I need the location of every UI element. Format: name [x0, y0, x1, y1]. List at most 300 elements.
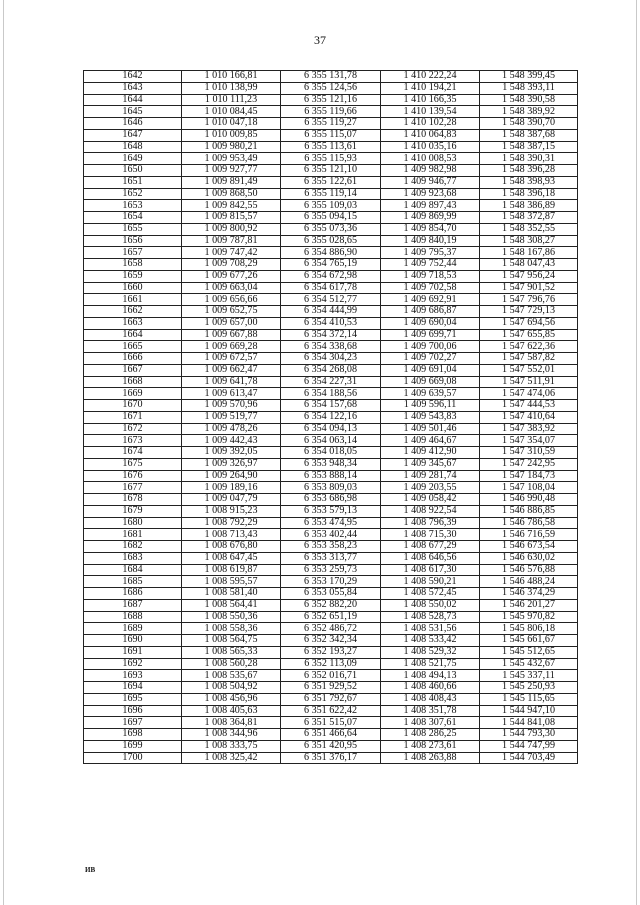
point-number-cell: 1666: [84, 353, 182, 365]
x1-cell: 1 008 558,36: [182, 623, 281, 635]
x2-cell: 1 409 686,87: [381, 306, 480, 318]
point-number-cell: 1680: [84, 517, 182, 529]
y1-cell: 6 354 372,14: [281, 329, 381, 341]
x2-cell: 1 409 669,08: [381, 376, 480, 388]
y1-cell: 6 355 131,78: [281, 71, 381, 83]
x2-cell: 1 410 102,28: [381, 118, 480, 130]
point-number-cell: 1694: [84, 682, 182, 694]
point-number-cell: 1653: [84, 200, 182, 212]
y2-cell: 1 544 793,30: [480, 729, 578, 741]
table-row: [84, 317, 578, 329]
table-row: [84, 482, 578, 494]
y2-cell: 1 545 806,18: [480, 623, 578, 635]
point-number-cell: 1663: [84, 317, 182, 329]
x2-cell: 1 408 677,29: [381, 541, 480, 553]
y2-cell: 1 548 386,89: [480, 200, 578, 212]
y1-cell: 6 352 193,27: [281, 646, 381, 658]
x1-cell: 1 009 442,43: [182, 435, 281, 447]
x2-cell: 1 410 008,53: [381, 153, 480, 165]
y1-cell: 6 351 376,17: [281, 752, 381, 764]
y1-cell: 6 354 094,13: [281, 423, 381, 435]
y1-cell: 6 355 119,14: [281, 188, 381, 200]
y1-cell: 6 353 259,73: [281, 564, 381, 576]
point-number-cell: 1700: [84, 752, 182, 764]
x1-cell: 1 008 676,80: [182, 541, 281, 553]
table-row: [84, 212, 578, 224]
x2-cell: 1 409 854,70: [381, 223, 480, 235]
point-number-cell: 1674: [84, 447, 182, 459]
y2-cell: 1 547 587,82: [480, 353, 578, 365]
y1-cell: 6 352 342,34: [281, 635, 381, 647]
table-row: [84, 188, 578, 200]
x2-cell: 1 409 897,43: [381, 200, 480, 212]
x2-cell: 1 409 543,83: [381, 411, 480, 423]
y2-cell: 1 545 250,93: [480, 682, 578, 694]
y2-cell: 1 548 372,87: [480, 212, 578, 224]
y2-cell: 1 547 552,01: [480, 364, 578, 376]
y1-cell: 6 354 188,56: [281, 388, 381, 400]
x2-cell: 1 408 617,30: [381, 564, 480, 576]
x1-cell: 1 009 953,49: [182, 153, 281, 165]
footer-mark: ИВ: [85, 866, 96, 874]
x1-cell: 1 009 868,50: [182, 188, 281, 200]
x2-cell: 1 408 533,42: [381, 635, 480, 647]
y2-cell: 1 548 390,70: [480, 118, 578, 130]
y2-cell: 1 547 383,92: [480, 423, 578, 435]
x2-cell: 1 410 064,83: [381, 129, 480, 141]
x2-cell: 1 409 596,11: [381, 400, 480, 412]
left-scan-edge: [3, 0, 4, 905]
table-row: [84, 658, 578, 670]
x1-cell: 1 009 669,28: [182, 341, 281, 353]
point-number-cell: 1684: [84, 564, 182, 576]
y2-cell: 1 546 630,02: [480, 552, 578, 564]
y2-cell: 1 548 387,15: [480, 141, 578, 153]
x1-cell: 1 009 800,92: [182, 223, 281, 235]
x2-cell: 1 408 796,39: [381, 517, 480, 529]
x1-cell: 1 008 915,23: [182, 505, 281, 517]
y2-cell: 1 547 622,36: [480, 341, 578, 353]
x1-cell: 1 009 842,55: [182, 200, 281, 212]
y1-cell: 6 354 157,68: [281, 400, 381, 412]
point-number-cell: 1655: [84, 223, 182, 235]
y2-cell: 1 548 390,31: [480, 153, 578, 165]
y1-cell: 6 353 888,14: [281, 470, 381, 482]
point-number-cell: 1656: [84, 235, 182, 247]
y1-cell: 6 351 792,67: [281, 693, 381, 705]
x2-cell: 1 410 035,16: [381, 141, 480, 153]
x1-cell: 1 009 747,42: [182, 247, 281, 259]
x1-cell: 1 008 504,92: [182, 682, 281, 694]
table-row: [84, 635, 578, 647]
point-number-cell: 1669: [84, 388, 182, 400]
x2-cell: 1 409 840,19: [381, 235, 480, 247]
table-row: [84, 552, 578, 564]
y2-cell: 1 548 389,92: [480, 106, 578, 118]
y1-cell: 6 355 121,10: [281, 165, 381, 177]
y2-cell: 1 548 398,93: [480, 176, 578, 188]
coordinates-table: [83, 70, 578, 764]
y2-cell: 1 546 488,24: [480, 576, 578, 588]
x2-cell: 1 409 752,44: [381, 259, 480, 271]
x1-cell: 1 010 009,85: [182, 129, 281, 141]
table-row: [84, 200, 578, 212]
point-number-cell: 1657: [84, 247, 182, 259]
y1-cell: 6 351 515,07: [281, 717, 381, 729]
table-row: [84, 106, 578, 118]
table-row: [84, 165, 578, 177]
y1-cell: 6 353 358,23: [281, 541, 381, 553]
table-row: [84, 529, 578, 541]
y2-cell: 1 544 841,08: [480, 717, 578, 729]
table-row: [84, 235, 578, 247]
x1-cell: 1 009 677,26: [182, 270, 281, 282]
x1-cell: 1 010 166,81: [182, 71, 281, 83]
y1-cell: 6 355 122,61: [281, 176, 381, 188]
y2-cell: 1 546 990,48: [480, 494, 578, 506]
point-number-cell: 1665: [84, 341, 182, 353]
x2-cell: 1 409 639,57: [381, 388, 480, 400]
point-number-cell: 1689: [84, 623, 182, 635]
y2-cell: 1 548 047,43: [480, 259, 578, 271]
point-number-cell: 1690: [84, 635, 182, 647]
y2-cell: 1 544 947,10: [480, 705, 578, 717]
y1-cell: 6 354 063,14: [281, 435, 381, 447]
table-row: [84, 329, 578, 341]
point-number-cell: 1693: [84, 670, 182, 682]
table-row: [84, 505, 578, 517]
x1-cell: 1 009 815,57: [182, 212, 281, 224]
x1-cell: 1 008 564,75: [182, 635, 281, 647]
point-number-cell: 1650: [84, 165, 182, 177]
table-row: [84, 646, 578, 658]
y2-cell: 1 545 115,65: [480, 693, 578, 705]
x2-cell: 1 408 273,61: [381, 740, 480, 752]
y1-cell: 6 354 617,78: [281, 282, 381, 294]
x2-cell: 1 409 702,27: [381, 353, 480, 365]
x2-cell: 1 409 501,46: [381, 423, 480, 435]
x1-cell: 1 009 570,96: [182, 400, 281, 412]
y2-cell: 1 548 387,68: [480, 129, 578, 141]
x2-cell: 1 410 139,54: [381, 106, 480, 118]
point-number-cell: 1678: [84, 494, 182, 506]
y2-cell: 1 548 399,45: [480, 71, 578, 83]
x1-cell: 1 009 652,75: [182, 306, 281, 318]
table-row: [84, 388, 578, 400]
y1-cell: 6 353 579,13: [281, 505, 381, 517]
x1-cell: 1 009 980,21: [182, 141, 281, 153]
y1-cell: 6 353 948,34: [281, 458, 381, 470]
table-row: [84, 376, 578, 388]
table-row: [84, 564, 578, 576]
x1-cell: 1 009 264,90: [182, 470, 281, 482]
y1-cell: 6 354 444,99: [281, 306, 381, 318]
page-number: 37: [314, 33, 326, 47]
x1-cell: 1 009 891,49: [182, 176, 281, 188]
y1-cell: 6 351 466,64: [281, 729, 381, 741]
x1-cell: 1 009 656,66: [182, 294, 281, 306]
y2-cell: 1 548 390,58: [480, 94, 578, 106]
y1-cell: 6 352 651,19: [281, 611, 381, 623]
x1-cell: 1 008 325,42: [182, 752, 281, 764]
table-row: [84, 82, 578, 94]
x2-cell: 1 409 946,77: [381, 176, 480, 188]
y2-cell: 1 547 354,07: [480, 435, 578, 447]
point-number-cell: 1687: [84, 599, 182, 611]
x2-cell: 1 409 699,71: [381, 329, 480, 341]
y2-cell: 1 547 108,04: [480, 482, 578, 494]
table-row: [84, 411, 578, 423]
point-number-cell: 1673: [84, 435, 182, 447]
table-row: [84, 740, 578, 752]
y1-cell: 6 354 018,05: [281, 447, 381, 459]
table-row: [84, 447, 578, 459]
x1-cell: 1 010 084,45: [182, 106, 281, 118]
y2-cell: 1 545 512,65: [480, 646, 578, 658]
y1-cell: 6 354 268,08: [281, 364, 381, 376]
y2-cell: 1 546 786,58: [480, 517, 578, 529]
x1-cell: 1 009 326,97: [182, 458, 281, 470]
point-number-cell: 1646: [84, 118, 182, 130]
x2-cell: 1 408 531,56: [381, 623, 480, 635]
table-row: [84, 353, 578, 365]
y2-cell: 1 548 352,55: [480, 223, 578, 235]
y1-cell: 6 354 304,23: [281, 353, 381, 365]
x2-cell: 1 409 203,55: [381, 482, 480, 494]
y2-cell: 1 547 511,91: [480, 376, 578, 388]
x2-cell: 1 409 869,99: [381, 212, 480, 224]
x1-cell: 1 009 478,26: [182, 423, 281, 435]
x2-cell: 1 408 286,25: [381, 729, 480, 741]
y2-cell: 1 546 716,59: [480, 529, 578, 541]
y1-cell: 6 353 474,95: [281, 517, 381, 529]
table-row: [84, 118, 578, 130]
y1-cell: 6 355 028,65: [281, 235, 381, 247]
x1-cell: 1 008 564,41: [182, 599, 281, 611]
point-number-cell: 1661: [84, 294, 182, 306]
table-row: [84, 576, 578, 588]
point-number-cell: 1692: [84, 658, 182, 670]
y1-cell: 6 355 073,36: [281, 223, 381, 235]
y2-cell: 1 544 747,99: [480, 740, 578, 752]
x1-cell: 1 009 787,81: [182, 235, 281, 247]
x2-cell: 1 408 922,54: [381, 505, 480, 517]
table-row: [84, 541, 578, 553]
x1-cell: 1 008 581,40: [182, 588, 281, 600]
x2-cell: 1 408 572,45: [381, 588, 480, 600]
table-row: [84, 494, 578, 506]
table-row: [84, 259, 578, 271]
y2-cell: 1 545 970,82: [480, 611, 578, 623]
x2-cell: 1 408 351,78: [381, 705, 480, 717]
x2-cell: 1 408 529,32: [381, 646, 480, 658]
point-number-cell: 1677: [84, 482, 182, 494]
point-number-cell: 1697: [84, 717, 182, 729]
y1-cell: 6 353 055,84: [281, 588, 381, 600]
x2-cell: 1 409 982,98: [381, 165, 480, 177]
point-number-cell: 1695: [84, 693, 182, 705]
table-row: [84, 705, 578, 717]
y1-cell: 6 354 122,16: [281, 411, 381, 423]
y1-cell: 6 351 420,95: [281, 740, 381, 752]
table-row: [84, 71, 578, 83]
y2-cell: 1 548 167,86: [480, 247, 578, 259]
point-number-cell: 1649: [84, 153, 182, 165]
x2-cell: 1 408 590,21: [381, 576, 480, 588]
y1-cell: 6 355 124,56: [281, 82, 381, 94]
table-row: [84, 611, 578, 623]
point-number-cell: 1654: [84, 212, 182, 224]
point-number-cell: 1671: [84, 411, 182, 423]
y1-cell: 6 355 094,15: [281, 212, 381, 224]
x2-cell: 1 409 058,42: [381, 494, 480, 506]
table-row: [84, 282, 578, 294]
y2-cell: 1 546 374,29: [480, 588, 578, 600]
point-number-cell: 1681: [84, 529, 182, 541]
y1-cell: 6 352 016,71: [281, 670, 381, 682]
table-row: [84, 752, 578, 764]
point-number-cell: 1688: [84, 611, 182, 623]
y2-cell: 1 546 576,88: [480, 564, 578, 576]
y2-cell: 1 547 901,52: [480, 282, 578, 294]
x2-cell: 1 409 718,53: [381, 270, 480, 282]
x1-cell: 1 009 927,77: [182, 165, 281, 177]
y2-cell: 1 547 310,59: [480, 447, 578, 459]
y1-cell: 6 352 882,20: [281, 599, 381, 611]
point-number-cell: 1682: [84, 541, 182, 553]
y2-cell: 1 547 410,64: [480, 411, 578, 423]
x1-cell: 1 008 364,81: [182, 717, 281, 729]
table-row: [84, 247, 578, 259]
table-row: [84, 458, 578, 470]
x2-cell: 1 409 691,04: [381, 364, 480, 376]
point-number-cell: 1696: [84, 705, 182, 717]
y2-cell: 1 546 673,54: [480, 541, 578, 553]
table-row: [84, 517, 578, 529]
table-row: [84, 94, 578, 106]
x2-cell: 1 408 715,30: [381, 529, 480, 541]
point-number-cell: 1643: [84, 82, 182, 94]
table-row: [84, 599, 578, 611]
x2-cell: 1 408 307,61: [381, 717, 480, 729]
x1-cell: 1 009 662,47: [182, 364, 281, 376]
table-row: [84, 423, 578, 435]
point-number-cell: 1664: [84, 329, 182, 341]
table-row: [84, 693, 578, 705]
y1-cell: 6 354 410,53: [281, 317, 381, 329]
point-number-cell: 1676: [84, 470, 182, 482]
x2-cell: 1 409 345,67: [381, 458, 480, 470]
x2-cell: 1 408 460,66: [381, 682, 480, 694]
x2-cell: 1 410 166,35: [381, 94, 480, 106]
x1-cell: 1 008 333,75: [182, 740, 281, 752]
point-number-cell: 1651: [84, 176, 182, 188]
table-row: [84, 294, 578, 306]
point-number-cell: 1667: [84, 364, 182, 376]
table-row: [84, 623, 578, 635]
x1-cell: 1 008 560,28: [182, 658, 281, 670]
point-number-cell: 1660: [84, 282, 182, 294]
x1-cell: 1 009 613,47: [182, 388, 281, 400]
point-number-cell: 1675: [84, 458, 182, 470]
x2-cell: 1 409 795,37: [381, 247, 480, 259]
x1-cell: 1 009 657,00: [182, 317, 281, 329]
table-row: [84, 670, 578, 682]
y2-cell: 1 547 444,53: [480, 400, 578, 412]
x1-cell: 1 008 565,33: [182, 646, 281, 658]
x2-cell: 1 409 700,06: [381, 341, 480, 353]
x1-cell: 1 008 595,57: [182, 576, 281, 588]
x2-cell: 1 408 646,56: [381, 552, 480, 564]
y1-cell: 6 352 113,09: [281, 658, 381, 670]
point-number-cell: 1691: [84, 646, 182, 658]
y1-cell: 6 355 119,27: [281, 118, 381, 130]
x1-cell: 1 008 405,63: [182, 705, 281, 717]
table-row: [84, 141, 578, 153]
x2-cell: 1 409 412,90: [381, 447, 480, 459]
y1-cell: 6 354 672,98: [281, 270, 381, 282]
point-number-cell: 1699: [84, 740, 182, 752]
y1-cell: 6 354 512,77: [281, 294, 381, 306]
y2-cell: 1 548 393,11: [480, 82, 578, 94]
y2-cell: 1 547 242,95: [480, 458, 578, 470]
y2-cell: 1 545 661,67: [480, 635, 578, 647]
y1-cell: 6 351 929,52: [281, 682, 381, 694]
y1-cell: 6 355 121,16: [281, 94, 381, 106]
x1-cell: 1 009 667,88: [182, 329, 281, 341]
x1-cell: 1 009 519,77: [182, 411, 281, 423]
x2-cell: 1 410 222,24: [381, 71, 480, 83]
y2-cell: 1 547 796,76: [480, 294, 578, 306]
point-number-cell: 1685: [84, 576, 182, 588]
y1-cell: 6 353 170,29: [281, 576, 381, 588]
y2-cell: 1 546 201,27: [480, 599, 578, 611]
point-number-cell: 1672: [84, 423, 182, 435]
point-number-cell: 1659: [84, 270, 182, 282]
y1-cell: 6 355 113,61: [281, 141, 381, 153]
point-number-cell: 1642: [84, 71, 182, 83]
y1-cell: 6 355 115,93: [281, 153, 381, 165]
x2-cell: 1 408 494,13: [381, 670, 480, 682]
x1-cell: 1 008 535,67: [182, 670, 281, 682]
y1-cell: 6 354 765,19: [281, 259, 381, 271]
x2-cell: 1 408 528,73: [381, 611, 480, 623]
x1-cell: 1 008 647,45: [182, 552, 281, 564]
x1-cell: 1 009 641,78: [182, 376, 281, 388]
right-scan-edge: [636, 0, 637, 905]
table-row: [84, 153, 578, 165]
y1-cell: 6 353 402,44: [281, 529, 381, 541]
y1-cell: 6 351 622,42: [281, 705, 381, 717]
table-row: [84, 588, 578, 600]
y1-cell: 6 354 338,68: [281, 341, 381, 353]
point-number-cell: 1658: [84, 259, 182, 271]
y1-cell: 6 355 115,07: [281, 129, 381, 141]
y1-cell: 6 353 686,98: [281, 494, 381, 506]
x1-cell: 1 009 189,16: [182, 482, 281, 494]
point-number-cell: 1647: [84, 129, 182, 141]
x1-cell: 1 008 792,29: [182, 517, 281, 529]
y2-cell: 1 547 956,24: [480, 270, 578, 282]
point-number-cell: 1662: [84, 306, 182, 318]
point-number-cell: 1648: [84, 141, 182, 153]
point-number-cell: 1652: [84, 188, 182, 200]
x1-cell: 1 008 456,96: [182, 693, 281, 705]
x1-cell: 1 009 672,57: [182, 353, 281, 365]
y2-cell: 1 546 886,85: [480, 505, 578, 517]
table-row: [84, 682, 578, 694]
x2-cell: 1 410 194,21: [381, 82, 480, 94]
